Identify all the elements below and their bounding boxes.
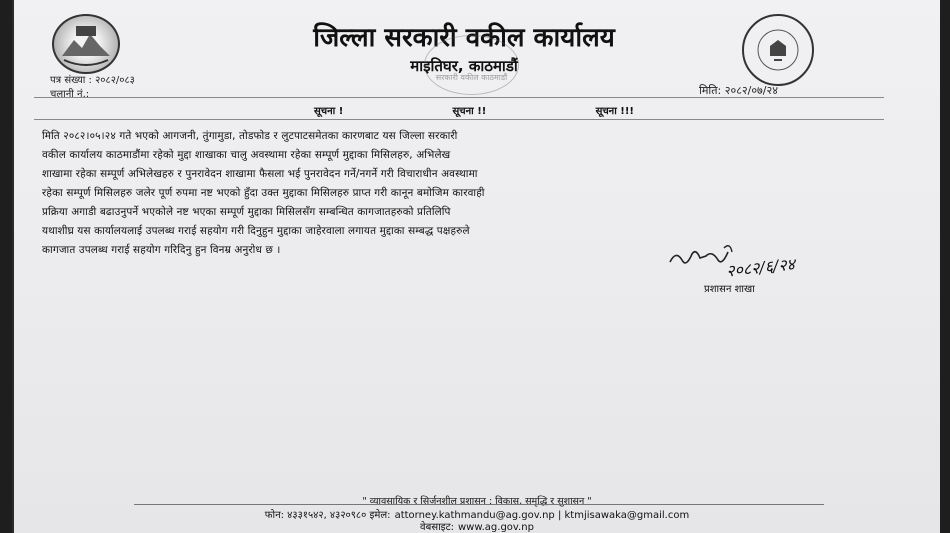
body-line: यथाशीघ्र यस कार्यालयलाई उपलब्ध गराई सहयोग गरी दिनुहुन मुद्दाका जाहेरवाला लगायत मुद्दाका सम्बद्ध पक्षहरुले [42,225,470,237]
left-frame [0,0,12,533]
footer-email[interactable]: attorney.kathmandu@ag.gov.np | ktmjisawaka@gmail.com [394,510,690,521]
signatory-department: प्रशासन शाखा [704,284,755,295]
office-title: जिल्ला सरकारी वकील कार्यालय [313,23,615,53]
office-location: माइतिघर, काठमाडौं [410,57,518,75]
body-line: कागजात उपलब्ध गराई सहयोग गरिदिनु हुन विनम्र अनुरोध छ । [42,244,281,256]
footer-website [14,519,940,533]
faint-seal-text: सरकारी वकील काठमाडौं [435,73,508,82]
letter-page [14,0,940,533]
footer-website-link[interactable]: www.ag.gov.np [458,522,534,533]
nepal-emblem-icon [52,14,120,74]
header-divider [34,97,884,98]
dispatch-number: चलानी नं.: [50,89,90,100]
notice-heading-1: सूचना ! [314,106,344,117]
body-line: प्रक्रिया अगाडी बढाउनुपर्ने भएकोले नष्ट भएका सम्पूर्ण मुद्दाका मिसिलसँग सम्बन्धित कागजातहरुको प्रतिलिपि [42,206,451,218]
footer-slogan: " व्यावसायिक र सिर्जनशील प्रशासन : विकास, समृद्धि र सुशासन " [362,496,592,507]
body-line: रहेका सम्पूर्ण मिसिलहरु जलेर पूर्ण रुपमा नष्ट भएको हुँदा उक्त मुद्दाका मिसिलहरु प्राप्त गरी कानून बमोजिम कारवाही [42,187,485,199]
body-line: मिति २०८२।०५।२४ गते भएको आगजनी, तुंगामुडा, तोडफोड र लुटपाटसमेतका कारणबाट यस जिल्ला सरकारी [42,130,458,142]
faint-seal [424,35,519,95]
signature-date: २०८२/६/२४ [725,254,796,281]
notice-heading-row [314,103,634,117]
notice-heading-2: सूचना !! [452,106,487,117]
notice-heading-3: सूचना !!! [595,106,634,117]
attorney-office-seal-icon [742,14,814,86]
footer-phone: फोन: ४३३१५४२, ४३२०९८० इमेल: [264,510,391,521]
footer-website-label: वेबसाइट: [420,522,454,533]
body-line: शाखामा रहेका सम्पूर्ण अभिलेखहरु र पुनरावेदन शाखामा फैसला भई पुनरावेदन गर्ने/नगर्ने गरी विचाराधीन अवस्थामा [42,168,478,180]
right-frame [940,0,950,533]
footer-divider [134,504,824,505]
body-line: वकील कार्यालय काठमाडौंमा रहेको मुद्दा शाखाका चालु अवस्थामा रहेका सम्पूर्ण मुद्दाका मिसिलहरु, अभिलेख [42,149,451,161]
reference-number: पत्र संख्या : २०८२/०८३ [50,75,135,86]
notice-divider [34,119,884,120]
letter-date: मिति: २०८२/०७/२४ [699,84,778,97]
